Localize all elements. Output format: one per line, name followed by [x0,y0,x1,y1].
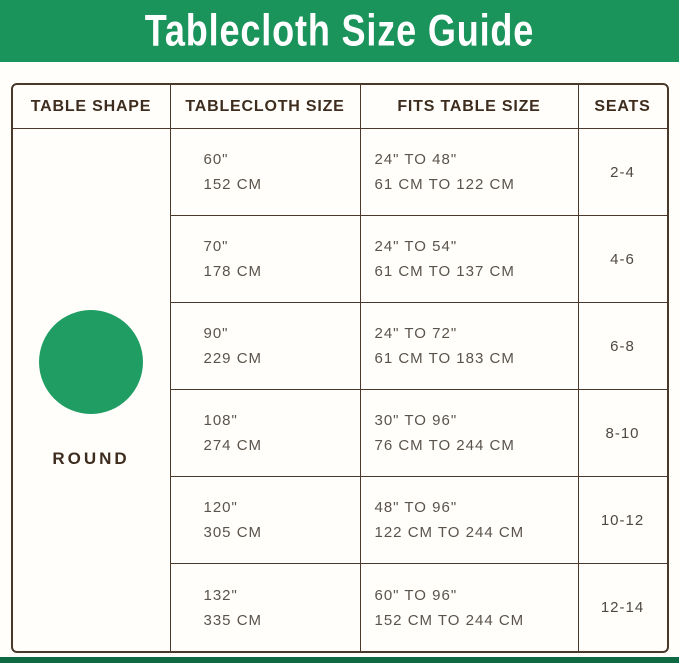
seats-value: 10-12 [600,511,645,529]
fits-cm: 61 CM TO 183 CM [374,350,515,367]
header-fits-table-size: FITS TABLE SIZE [361,85,579,129]
size-inches: 60" [203,151,229,168]
fits-inches: 60" TO 96" [374,586,458,604]
size-cm: 178 CM [203,263,263,280]
tablecloth-size-cell [171,564,361,651]
tablecloth-size-cell [171,129,361,216]
fits-table-size-cell [361,129,579,216]
size-cm: 229 CM [203,350,263,367]
size-grid [13,85,667,651]
header-seats: SEATS [579,85,667,129]
fits-inches: 24" TO 54" [374,238,458,255]
seats-cell [579,564,667,651]
seats-value: 2-4 [610,163,635,181]
seats-value: 6-8 [610,337,635,355]
tablecloth-size-cell [171,390,361,477]
seats-cell [579,129,667,216]
seats-cell [579,216,667,303]
size-guide-table [11,83,669,653]
fits-table-size-cell [361,477,579,564]
seats-value: 4-6 [610,250,635,268]
size-cm: 152 CM [203,176,263,193]
fits-table-size-cell [361,216,579,303]
fits-cm: 122 CM TO 244 CM [374,524,525,541]
fits-inches: 24" TO 72" [374,325,458,342]
bottom-bar [0,657,679,663]
header-table-shape: TABLE SHAPE [13,85,171,129]
tablecloth-size-cell [171,303,361,390]
tablecloth-size-cell [171,216,361,303]
size-inches: 70" [203,238,229,255]
fits-inches: 48" TO 96" [374,499,458,516]
seats-value: 12-14 [600,599,645,616]
size-cm: 335 CM [203,611,263,629]
fits-table-size-cell [361,303,579,390]
page-title: Tablecloth Size Guide [144,5,535,56]
seats-cell [579,390,667,477]
fits-table-size-cell [361,390,579,477]
fits-cm: 61 CM TO 122 CM [374,176,515,193]
round-shape-icon [39,310,143,414]
shape-label: ROUND [52,448,130,468]
fits-cm: 61 CM TO 137 CM [374,263,515,280]
tablecloth-size-cell [171,477,361,564]
fits-table-size-cell [361,564,579,651]
size-inches: 132" [203,586,238,604]
fits-inches: 24" TO 48" [374,151,458,168]
fits-cm: 152 CM TO 244 CM [374,611,525,629]
header-tablecloth-size: TABLECLOTH SIZE [171,85,361,129]
size-inches: 90" [203,325,229,342]
size-inches: 108" [203,412,238,429]
seats-cell [579,303,667,390]
fits-inches: 30" TO 96" [374,412,458,429]
size-cm: 274 CM [203,437,263,454]
fits-cm: 76 CM TO 244 CM [374,437,515,454]
size-inches: 120" [203,499,238,516]
size-cm: 305 CM [203,524,263,541]
title-banner [0,0,679,62]
table-shape-cell [13,129,171,651]
seats-cell [579,477,667,564]
seats-value: 8-10 [605,424,640,442]
